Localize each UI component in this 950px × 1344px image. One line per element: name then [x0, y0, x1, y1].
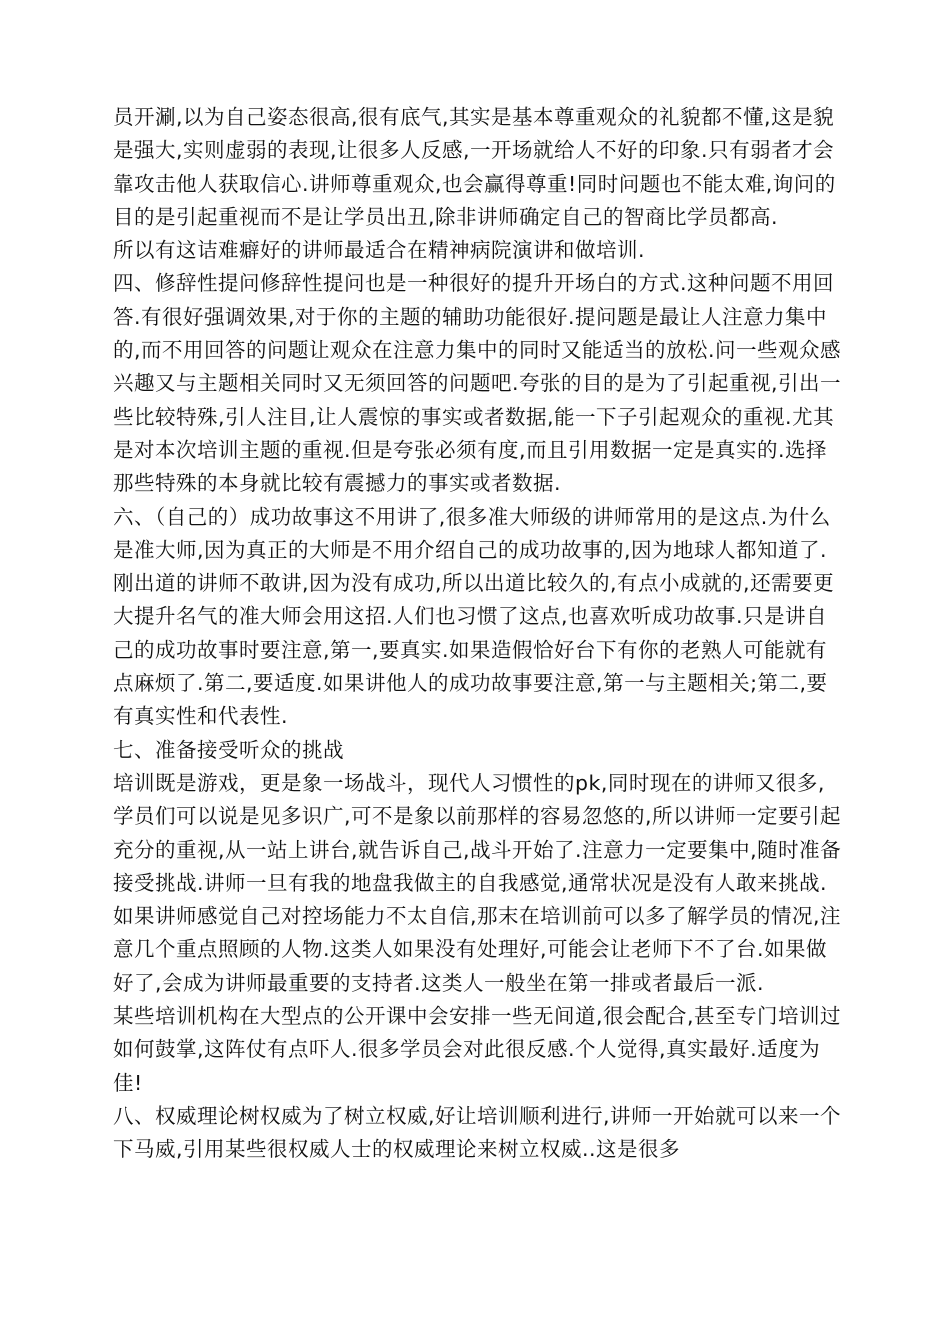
- paragraph-success-story: 六、（自己的）成功故事这不用讲了,很多准大师级的讲师常用的是这点.为什么是准大师,因为真正的大师是不用介绍自己的成功故事的,因为地球人都知道了.刚出道的讲师不敢讲,因为没有成功,所以出道比较久的,有点小成就的,还需要更大提升名气的准大师会用这招.人们也习惯了这点,也喜欢听成功故事.只是讲自己的成功故事时要注意,第一,要真实.如果造假恰好台下有你的老熟人可能就有点麻烦了.第二,要适度.如果讲他人的成功故事要注意,第一与主题相关;第二,要有真实性和代表性.: [113, 504, 835, 729]
- paragraph-public-course: 某些培训机构在大型点的公开课中会安排一些无间道,很会配合,甚至专门培训过如何鼓掌,这阵仗有点吓人.很多学员会对此很反感.个人觉得,真实最好.适度为佳!: [113, 1004, 842, 1095]
- paragraph-heading-challenge: 七、准备接受听众的挑战: [113, 737, 344, 762]
- document-body: [113, 101, 843, 1167]
- paragraph-rhetorical-question: 四、修辞性提问修辞性提问也是一种很好的提升开场白的方式.这种问题不用回答.有很好强调效果,对于你的主题的辅助功能很好.提问题是最让人注意力集中的,而不用回答的问题让观众在注意力集中的同时又能适当的放松.问一些观众感兴趣又与主题相关同时又无须回答的问题吧.夸张的目的是为了引起重视,引出一些比较特殊,引人注目,让人震惊的事实或者数据,能一下子引起观众的重视.尤其是对本次培训主题的重视.但是夸张必须有度,而且引用数据一定是真实的.选择那些特殊的本身就比较有震撼力的事实或者数据.: [113, 271, 842, 496]
- paragraph-respect-audience: 员开涮,以为自己姿态很高,很有底气,其实是基本尊重观众的礼貌都不懂,这是貌是强大,实则虚弱的表现,让很多人反感,一开场就给人不好的印象.只有弱者才会靠攻击他人获取信心.讲师尊重观众,也会赢得尊重!同时问题也不能太难,询问的目的是引起重视而不是让学员出丑,除非讲师确定自己的智商比学员都高.: [113, 105, 836, 229]
- paragraph-psychiatric-remark: 所以有这诘难癖好的讲师最适合在精神病院演讲和做培训.: [113, 238, 646, 263]
- paragraph-training-battle: 培训既是游戏，更是象一场战斗，现代人习惯性的pk,同时现在的讲师又很多,学员们可以说是见多识广,可不是象以前那样的容易忽悠的,所以讲师一定要引起充分的重视,从一站上讲台,就告诉自己,战斗开始了.注意力一定要集中,随时准备接受挑战.讲师一旦有我的地盘我做主的自我感觉,通常状况是没有人敢来挑战.: [113, 770, 842, 895]
- paragraph-control-confidence: 如果讲师感觉自己对控场能力不太自信,那末在培训前可以多了解学员的情况,注意几个重点照顾的人物.这类人如果没有处理好,可能会让老师下不了台.如果做好了,会成为讲师最重要的支持者.这类人一般坐在第一排或者最后一派.: [113, 904, 842, 995]
- paragraph-authority-theory: 八、权威理论树权威为了树立权威,好让培训顺利进行,讲师一开始就可以来一个下马威,引用某些很权威人士的权威理论来树立权威..这是很多: [113, 1103, 842, 1162]
